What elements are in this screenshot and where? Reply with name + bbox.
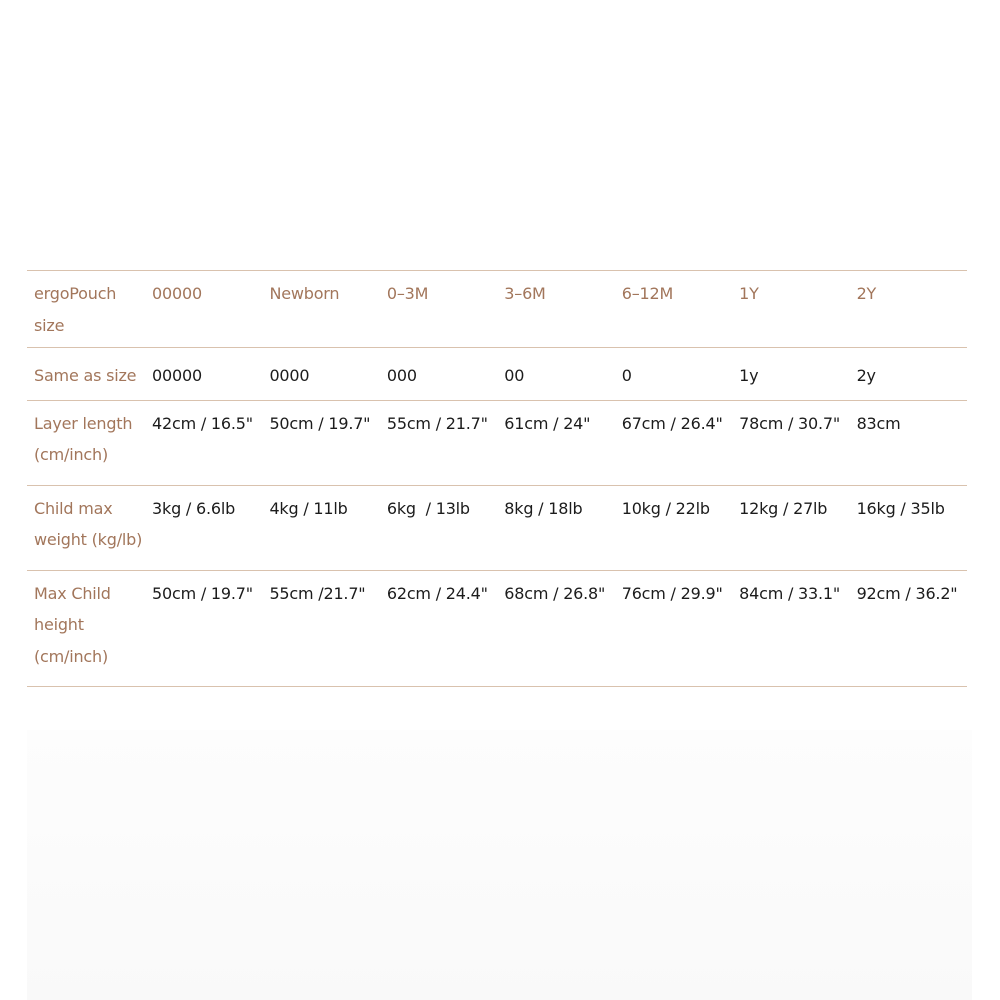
table-cell: 55cm /21.7" [269,583,366,603]
table-cell: 78cm / 30.7" [739,413,841,433]
table-row-max-child-height [27,570,967,687]
table-cell: 42cm / 16.5" [152,413,253,433]
row-label-max-child-height: Max Child height (cm/inch) [34,583,111,666]
table-cell: 61cm / 24" [504,413,591,433]
row-label-layer-length: Layer length (cm/inch) [34,413,133,464]
table-row-child-max-weight [27,485,967,570]
table-cell: 8kg / 18lb [504,498,583,518]
table-cell: 0 [621,366,632,385]
table-cell: 2y [856,366,876,385]
table-cell: 3kg / 6.6lb [152,498,236,518]
table-cell: 00000 [152,366,202,385]
table-cell: 83cm [856,413,901,433]
column-header: 00000 [152,284,202,303]
table-cell: 68cm / 26.8" [504,583,606,603]
table-cell: 0000 [269,366,310,385]
column-header: 3–6M [504,284,546,303]
table-row-layer-length [27,400,967,485]
table-cell: 10kg / 22lb [621,498,710,518]
table-cell: 67cm / 26.4" [621,413,723,433]
row-label-child-max-weight: Child max weight (kg/lb) [34,498,143,549]
table-cell: 62cm / 24.4" [386,583,488,603]
column-header: 2Y [856,284,877,303]
table-row-same-as-size [27,348,967,401]
table-cell: 4kg / 11lb [269,498,348,518]
background-panel [27,730,972,1000]
table-cell: 50cm / 19.7" [269,413,371,433]
column-header: 0–3M [386,284,429,303]
column-header: 6–12M [621,284,674,303]
column-header: 1Y [739,284,759,303]
table-cell: 00 [504,366,525,385]
row-label-size: ergoPouch size [34,284,117,335]
table-cell: 000 [386,366,417,385]
size-chart-table [27,270,967,687]
table-cell: 16kg / 35lb [856,498,945,518]
table-cell: 1y [739,366,759,385]
table-cell: 12kg / 27lb [739,498,828,518]
row-label-same-as-size: Same as size [34,366,137,385]
table-cell: 84cm / 33.1" [739,583,841,603]
header-row [27,271,967,348]
table-cell: 6kg / 13lb [386,498,470,518]
table-cell: 50cm / 19.7" [152,583,253,603]
table-cell: 92cm / 36.2" [856,583,958,603]
column-header: Newborn [269,284,340,303]
table-cell: 55cm / 21.7" [386,413,488,433]
table-cell: 76cm / 29.9" [621,583,723,603]
